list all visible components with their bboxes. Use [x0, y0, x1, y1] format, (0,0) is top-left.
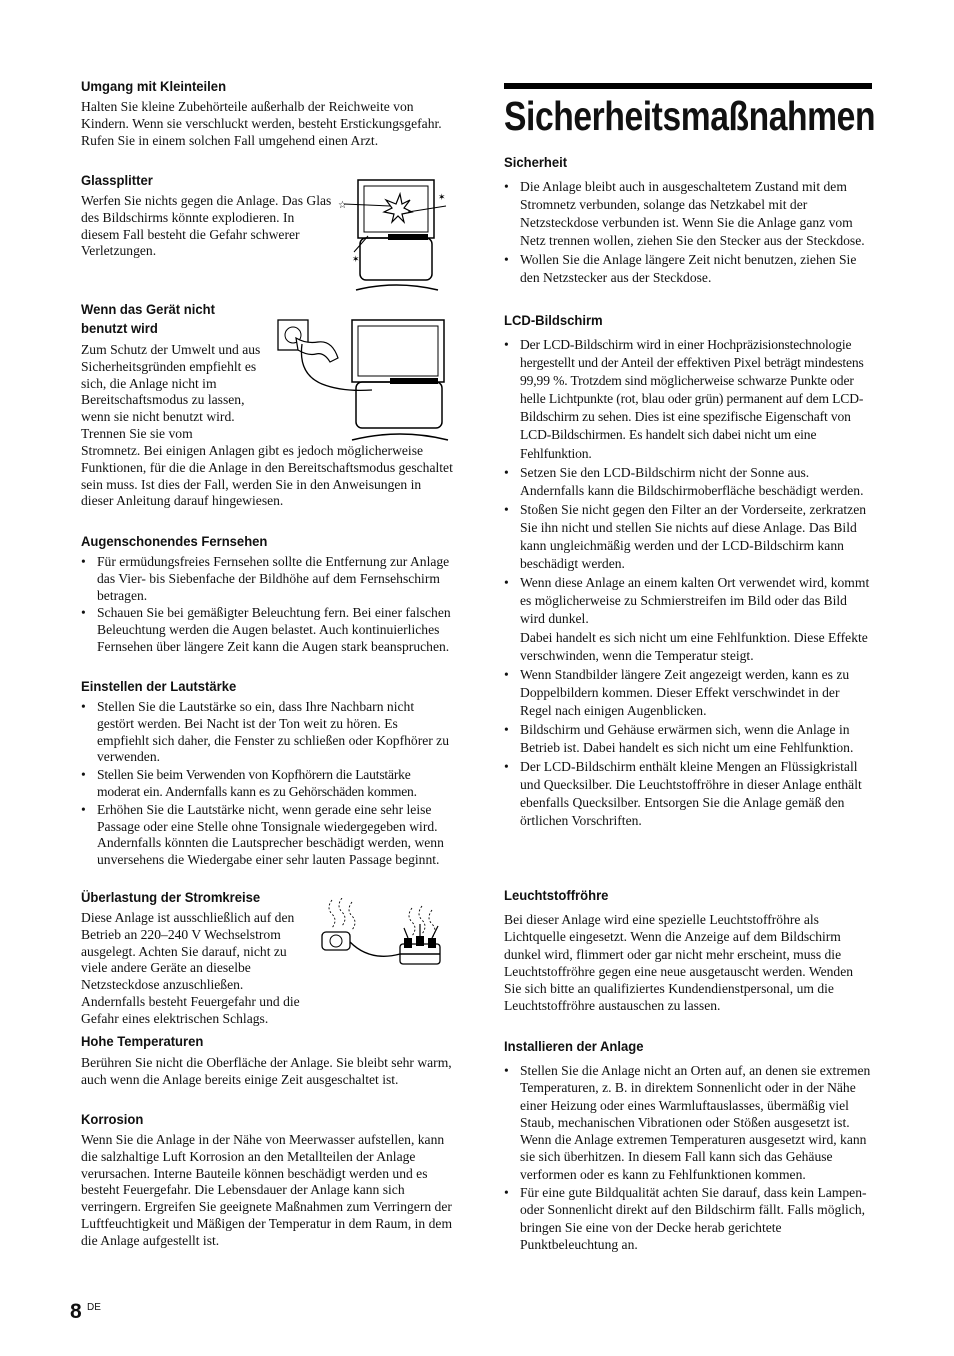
text-nicht-benutzt-narrow: Zum Schutz der Umwelt und aus Sicherheitsgründen empfiehlt es sich, die Anlage nicht im Bereitschaftsmodus zu lassen, wenn sie nicht benutzt wird. Trennen Sie sie vom [81, 342, 261, 441]
heading-sicherheit: Sicherheit [504, 155, 568, 171]
list-item: • Schauen Sie bei gemäßigter Beleuchtung fern. Bei einer falschen Beleuchtung werden die Augen belastet. Auch kontinuierliches Fernsehen über längere Zeit kann die Augen stark beanspruchen. [81, 605, 453, 655]
list-item: • Stellen Sie beim Verwenden von Kopfhörern die Lautstärke moderat ein. Andernfalls kann es zu Gehörschäden kommen. [81, 767, 453, 801]
list-item-extra: Dabei handelt es sich nicht um eine Fehlfunktion. Diese Effekte verschwinden, wenn die Temperatur steigt. [520, 629, 868, 663]
list-sicherheit [504, 178, 872, 288]
list-item: • Wollen Sie die Anlage längere Zeit nicht benutzen, ziehen Sie den Netzstecker aus der Steckdose. [504, 251, 872, 287]
list-item-text: Wenn diese Anlage an einem kalten Ort verwendet wird, kommt es möglicherweise zu Schmierstreifen im Bild oder das Bild wird dunkel. [520, 575, 870, 627]
list-item: • Die Anlage bleibt auch in ausgeschaltetem Zustand mit dem Stromnetz verbunden, solange das Netzkabel mit der Netzsteckdose verbunden ist. Wenn Sie die Anlage ganz vom Netz trennen wollen, ziehen Sie den Stecker aus der Steckdose. [504, 178, 872, 250]
overloaded-outlet-illustration [312, 898, 450, 978]
heading-lcd: LCD-Bildschirm [504, 313, 603, 329]
list-item: • Stoßen Sie nicht gegen den Filter an der Vorderseite, zerkratzen Sie ihn nicht und stellen Sie nichts auf diese Anlage. Das Bild kann ungleichmäßig werden und der LCD-Bildschirm kann beschädigt werden. [504, 501, 872, 573]
heading-korrosion: Korrosion [81, 1112, 144, 1128]
heading-temperaturen: Hohe Temperaturen [81, 1034, 204, 1050]
list-item: • Stellen Sie die Anlage nicht an Orten auf, an denen sie extremen Temperaturen, z. B. in direktem Sonnenlicht oder in der Nähe einer Heizung oder eines Warmluftauslasses, übermäßig viel Staub, mechanischen Vibrationen oder Stößen ausgesetzt ist. Wenn die Anlage extremen Temperaturen ausgesetzt wird, kann sie sich überhitzen. In diesem Fall kann sich das Gehäuse verformen oder es kann zu Fehlfunktionen kommen. [504, 1062, 872, 1183]
svg-text:☆: ☆ [338, 200, 347, 211]
list-item: • Der LCD-Bildschirm wird in einer Hochpräzisionstechnologie hergestellt und der Anteil der effektiven Pixel beträgt mindestens 99,99 %. Trotzdem sind möglicherweise schwarze Punkte oder helle Lichtpunkte (rot, blau oder grün) permanent auf dem LCD-Bildschirm zu sehen. Dies ist eine spezifische Eigenschaft von LCD-Bildschirmen. Es handelt sich dabei nicht um eine Fehlfunktion. [504, 336, 872, 463]
list-augenschonendes [81, 554, 453, 657]
svg-text:✶: ✶ [352, 255, 360, 265]
title-rule [504, 83, 872, 89]
heading-kleinteilen: Umgang mit Kleinteilen [81, 79, 227, 95]
page-language: DE [87, 1302, 101, 1313]
list-item: • Erhöhen Sie die Lautstärke nicht, wenn gerade eine sehr leise Passage oder eine Stelle ohne Tonsignale wiedergegeben wird. Andernfalls könnten die Lautsprecher beschädigt werden, wenn unversehens die Wiedergabe einer sehr lauten Passage beginnt. [81, 802, 453, 869]
list-lcd [504, 336, 872, 832]
heading-installieren: Installieren der Anlage [504, 1039, 644, 1055]
heading-leuchtstoff: Leuchtstoffröhre [504, 888, 609, 904]
list-installieren [504, 1062, 872, 1254]
heading-glassplitter: Glassplitter [81, 173, 153, 189]
list-item: • Für ermüdungsfreies Fernsehen sollte die Entfernung zur Anlage das Vier- bis Siebenfache der Bildhöhe auf dem Fernsehschirm betragen. [81, 554, 453, 604]
heading-stromkreise: Überlastung der Stromkreise [81, 890, 261, 906]
unplug-tv-illustration [272, 316, 450, 446]
list-item: • Für eine gute Bildqualität achten Sie darauf, dass kein Lampen- oder Sonnenlicht direkt auf den Bildschirm fällt. Falls möglich, bringen Sie eine von der Decke herab gerichtete Punktbeleuchtung an. [504, 1184, 872, 1253]
heading-lautstaerke: Einstellen der Lautstärke [81, 679, 237, 695]
text-leuchtstoff: Bei dieser Anlage wird eine spezielle Leuchtstoffröhre als Lichtquelle eingesetzt. Wenn die Anzeige auf dem Bildschirm dunkel wird, flimmert oder gar nicht mehr erscheint, muss die Leuchtstoffröhre gegen eine neue ausgetauscht werden. Wenden Sie sich bitte an qualifiziertes Kundendienstpersonal, um die Leuchtstoffröhre austauschen zu lassen. [504, 912, 854, 1014]
page-number: 8 [70, 1300, 82, 1323]
text-kleinteilen: Halten Sie kleine Zubehörteile außerhalb der Reichweite von Kindern. Wenn sie verschluckt werden, besteht Erstickungsgefahr. Rufen Sie in einem solchen Fall umgehend einen Arzt. [81, 99, 442, 148]
glass-shatter-illustration [334, 176, 448, 296]
heading-nicht-benutzt-2: benutzt wird [81, 321, 158, 337]
text-temperaturen: Berühren Sie nicht die Oberfläche der Anlage. Sie bleibt sehr warm, auch wenn die Anlage bereits einige Zeit ausgeschaltet ist. [81, 1055, 452, 1087]
list-item: • Stellen Sie die Lautstärke so ein, dass Ihre Nachbarn nicht gestört werden. Bei Nacht ist der Ton weit zu hören. Es empfiehlt sich daher, die Fenster zu schließen oder Kopfhörer zu verwenden. [81, 699, 453, 766]
list-item: • Der LCD-Bildschirm enthält kleine Mengen an Flüssigkristall und Quecksilber. Die Leuchtstoffröhre in dieser Anlage enthält ebenfalls Quecksilber. Entsorgen Sie die Anlage gemäß den örtlichen Vorschriften. [504, 758, 872, 830]
text-stromkreise: Diese Anlage ist ausschließlich auf den Betrieb an 220–240 V Wechselstrom ausgelegt. Achten Sie darauf, nicht zu viele andere Geräte an dieselbe Netzsteckdose anzuschließen. Andernfalls besteht Feuergefahr und die Gefahr eines elektrischen Schlags. [81, 910, 300, 1026]
svg-text:✶: ✶ [438, 193, 446, 203]
list-item: • Wenn Standbilder längere Zeit angezeigt werden, kann es zu Doppelbildern kommen. Dieser Effekt verschwindet in der Regel nach einigen Augenblicken. [504, 666, 872, 720]
list-item: • Bildschirm und Gehäuse erwärmen sich, wenn die Anlage in Betrieb ist. Dabei handelt es sich nicht um eine Fehlfunktion. [504, 721, 872, 757]
text-nicht-benutzt-wide: Stromnetz. Bei einigen Anlagen gibt es jedoch möglicherweise Funktionen, für die die Anlage in den Bereitschaftsmodus geschaltet sein muss. Ist dies der Fall, werden Sie in den Anweisungen in dieser Anleitung darauf hingewiesen. [81, 443, 453, 509]
page-title: Sicherheitsmaßnahmen [504, 93, 876, 139]
text-glassplitter: Werfen Sie nichts gegen die Anlage. Das Glas des Bildschirms könnte explodieren. In diesem Fall besteht die Gefahr schwerer Verletzungen. [81, 193, 332, 259]
list-lautstaerke [81, 699, 453, 870]
list-item [504, 574, 872, 664]
heading-nicht-benutzt-1: Wenn das Gerät nicht [81, 302, 215, 318]
heading-augenschonendes: Augenschonendes Fernsehen [81, 534, 268, 550]
text-korrosion: Wenn Sie die Anlage in der Nähe von Meerwasser aufstellen, kann die salzhaltige Luft Korrosion an den Metallteilen der Anlage verursachen. Interne Bauteile können beschädigt werden und es besteht Feuergefahr. Die Lebensdauer der Anlage kann sich verringern. Ergreifen Sie geeignete Maßnahmen zum Verringern der Luftfeuchtigkeit und Mäßigen der Temperatur in dem Raum, in dem die Anlage aufgestellt ist. [81, 1132, 453, 1248]
list-item: • Setzen Sie den LCD-Bildschirm nicht der Sonne aus. Andernfalls kann die Bildschirmoberfläche beschädigt werden. [504, 464, 872, 500]
